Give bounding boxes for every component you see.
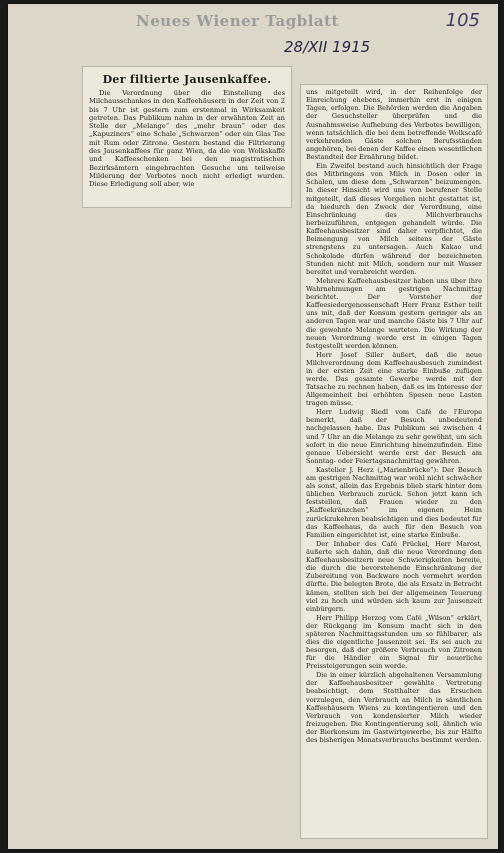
paragraph: Herr Josef Siller äußert, daß die neue Milchverordnung dem Kaffeehausbesuch zumindest in der ersten Zeit eine starke Einbuße zufügen werde. Das gesamte Gewerbe werde mit der Tatsache zu rechnen haben, daß es im Interesse der Allgemeinheit bei erhöhten Spesen neue Lasten tragen müsse. (306, 350, 482, 408)
paragraph: Die in einer kürzlich abgehaltenen Versammlung der Kaffeehausbesitzer gewählte Vertretung beabsichtigt, dem Statthalter das Ersuchen vorzulegen, den Verbrauch an Milch in sämtlichen Kaffeehäusern Wiens zu kontingentieren und den Verbrauch von kondensierter Milch wieder freizugeben. Die Kontingentierung soll, ähnlich wie der Bierkonsum im Gastwirtgewerbe, bis zur Hälfte des bisherigen Monatsverbrauchs bestimmt werden. (306, 671, 482, 745)
article-headline: Der filtierte Jausenkaffee. (102, 73, 272, 86)
clipping-left-column (82, 66, 292, 208)
paragraph: Ein Zweifel bestand auch hinsichtlich der Frage des Mitbringens von Milch in Dosen oder in Schalen, um diese dem „Schwarzen“ beizumengen. In dieser Hinsicht wird uns von berufener Stelle mitgeteilt, daß dieses Vorgehen nicht gestattet ist, da hiedurch den Zweck der Verordnung, eine Einschränkung des Milchverbrauchs herbeizuführen, entgegen gehandelt würde. Die Kaffeehausbesitzer sind daher verpflichtet, die Beimengung von Milch seitens der Gäste strengstens zu untersagen. Auch Kakao und Schokolade dürfen während der bezeichneten Stunden nicht mit Milch, sondern nur mit Wasser bereitet und verabreicht werden. (306, 161, 482, 276)
paragraph: uns mitgeteilt wird, in der Reihenfolge der Einreichung ehebens, immerhin erst in einigen Tagen, erfolgen. Die Behörden werden die Angaben der Gesuchsteller überprüfen und die Ausnahmsweise Aufhebung des Verbotes bewilligen, wenn tatsächlich die bei dem betreffende Wolkscafé verkehrenden Gäste solchen Berufsständen angehören, bei denen der Kaffee einen wesentlichen Bestandteil der Ernährung bildet. (306, 88, 482, 162)
paragraph: Kastelier J. Herz („Marienbrücke“): Der Besuch am gestrigen Nachmittag war wohl nicht schwächer als sonst, allein das Ergebnis blieb stark hinter dem üblichen Verbrauch zurück. Schon jetzt kann ich feststellen, daß Frauen wieder zu den „Kaffeekränzchen“ im eigenen Heim zurückzukehren beabsichtigen und dies bedeutet für das Kaffeehaus, da auch für den Besuch von Familien eingerichtet ist, eine starke Einbuße. (306, 465, 482, 539)
paragraph: Der Inhaber des Café Prückel, Herr Marost, äußerte sich dahin, daß die neue Verordnung den Kaffeehausbesitzern neue Schwierigkeiten bereite, die durch die bevorstehende Einschränkung der Zubereitung von Backware noch vermehrt werden dürfte. Die belegten Brote, die als Ersatz in Betracht kämen, stellten sich bei der allgemeinen Teuerung viel zu hoch und würden sich kaum zur Jausenzeit einbürgern. (306, 539, 482, 613)
paragraph: Herr Ludwig Riedl vom Café de l'Europe bemerkt, daß der Besuch unbedeutend nachgelassen habe. Das Publikum sei zwischen 4 und 7 Uhr an die Melange zu sehr gewöhnt, um sich sofort in die neue Einrichtung hineinzufinden. Eine genaue Uebersicht werde erst der Besuch am Sonntag- oder Feiertagsnachmittag gewähren. (306, 408, 482, 466)
paragraph: Herr Philipp Herzog vom Café „Wilson“ erklärt, der Rückgang im Konsum macht sich in den späteren Nachmittagsstunden um so fühlbarer, als dies die eigentliche Jausenzeit sei. Es sei auch zu besorgen, daß der größere Verbrauch von Zitronen für die Händler ein Signal für neuerliche Preissteigerungen sein werde. (306, 613, 482, 671)
archive-sheet (8, 4, 498, 849)
clipping-right-column (300, 84, 488, 839)
newspaper-name: Neues Wiener Tagblatt (136, 12, 339, 30)
left-paragraph: Die Verordnung über die Einstellung des Milchausschankes in den Kaffeehäusern in der Zeit von 2 bis 7 Uhr ist gestern zum erstenmal in Wirksamkeit getreten. Das Publikum nahm in der erwähnten Zeit an Stelle der „Melange“ des „mehr braun“ oder des „Kapuziners“ eine Schale „Schwarzen“ oder ein Glas Tee mit Rum oder Zitrone. Gestern bestand die Filtrierung des Jausenkaffees für ganz Wien, da die von Wolkskaffé und Kaffeeschenken bei den magistratischen Bezirksämtern eingebrachten Gesuche um teilweise Milderung der Verbotes noch nicht erledigt wurden. Diese Erledigung soll aber, wie (89, 89, 285, 189)
paragraph: Mehrere Kaffeehausbesitzer haben uns über ihre Wahrnehmungen am gestrigen Nachmittag berichtet. Der Vorsteher der Kaffeesiedergenossenschaft Herr Franz Esther teilt uns mit, daß der Konsum gestern geringer als an anderen Tagen war und manche Gäste bis 7 Uhr auf die gewohnte Melange warteten. Die Wirkung der neuen Verordnung werde erst in einigen Tagen festgestellt werden können. (306, 276, 482, 350)
handwritten-page-number: 105 (445, 10, 480, 31)
right-column-text (306, 88, 482, 745)
left-column-text (89, 89, 285, 189)
handwritten-date: 28/XII 1915 (284, 38, 371, 56)
